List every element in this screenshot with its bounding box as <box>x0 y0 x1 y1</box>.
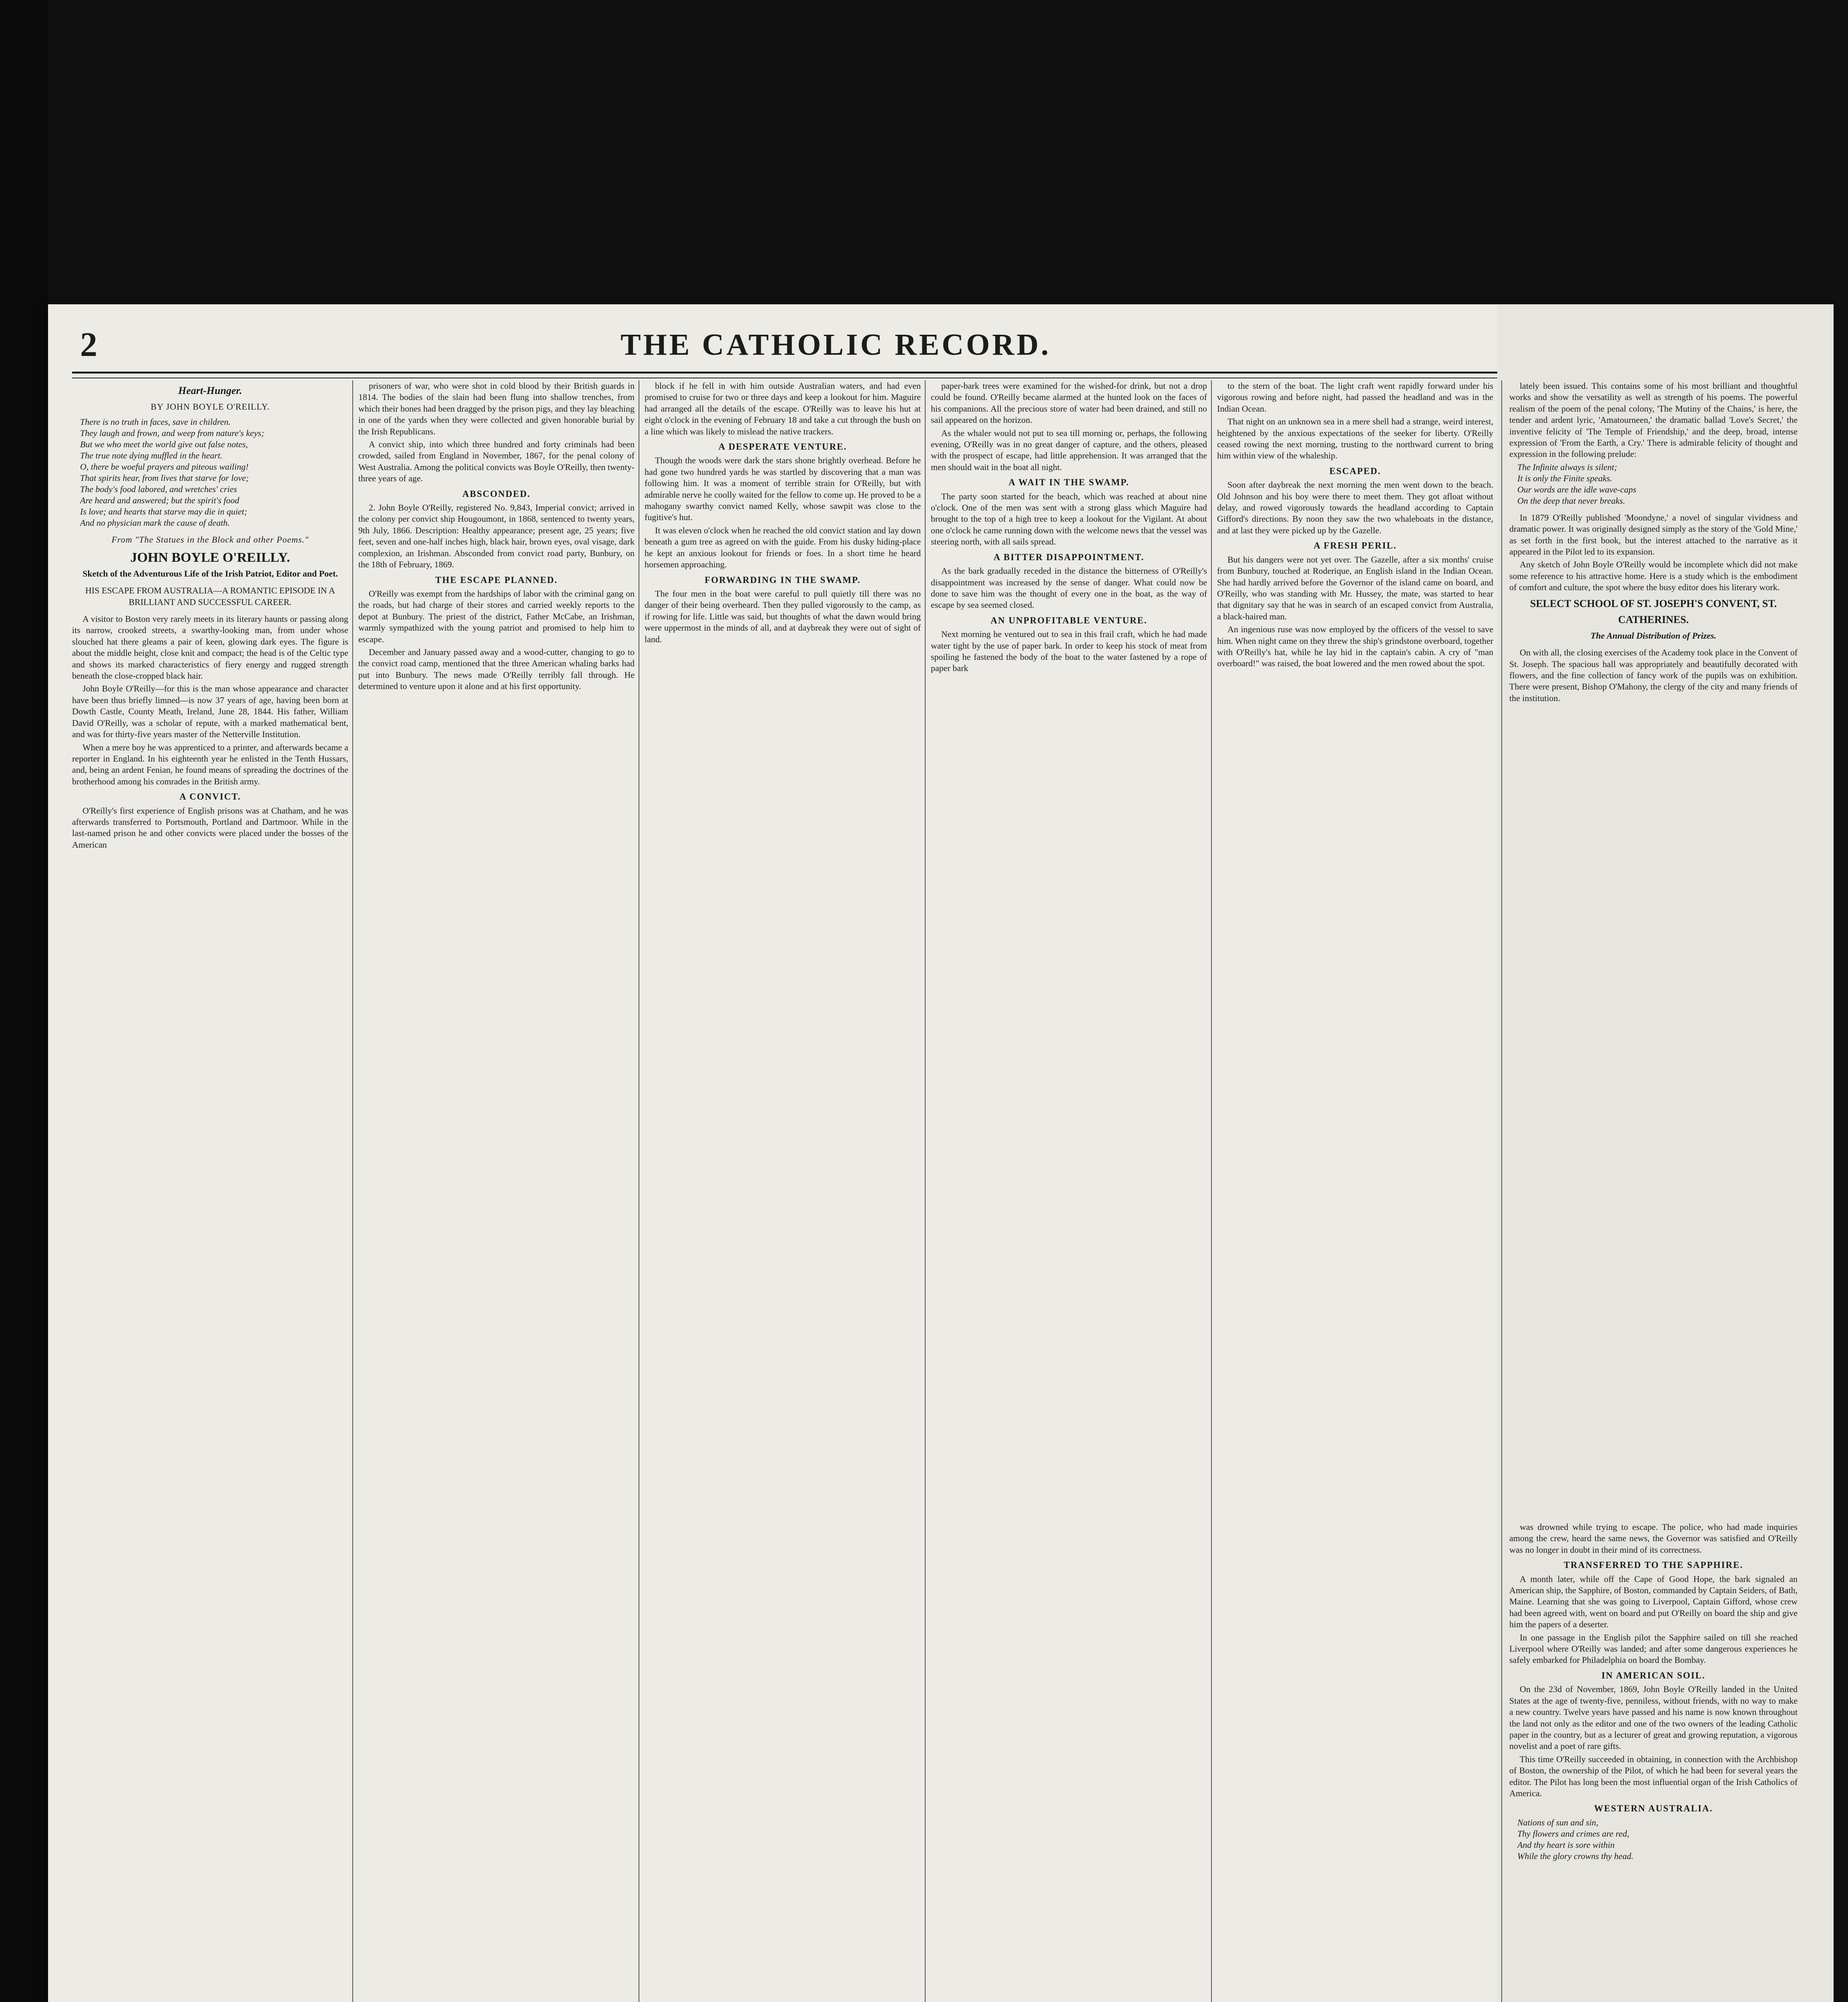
column-divider <box>925 380 926 2002</box>
scanner-border <box>0 0 48 2002</box>
paragraph: The party soon started for the beach, which was reached at about nine o'clock. One of the men was sent with a strong glass which Maguire had brought to the top of a high tree to keep a lookout for the Vigilant. At about one o'clock he came running down with the welcome news that the vessel was steering north, with all sails spread. <box>931 491 1207 547</box>
paragraph: But his dangers were not yet over. The Gazelle, after a six months' cruise from Bunbury, touched at Roderique, an English island in the Indian Ocean. She had hardly arrived before the Governor of the island came on board, and O'Reilly, who was standing with Mr. Hussey, the mate, was started to hear that dignitary say that he was in search of an escaped convict from Australia, a black-haired man. <box>1217 554 1493 621</box>
masthead <box>72 320 1497 368</box>
paragraph: O'Reilly's first experience of English prisons was at Chatham, and he was afterwards transferred to Portsmouth, Portland and Dartmoor. While in the last-named prison he and other convicts were placed under the bosses of the American <box>72 805 348 850</box>
section-heading: TRANSFERRED TO THE SAPPHIRE. <box>1563 1560 1744 1570</box>
article-deck: The Annual Distribution of Prizes. <box>1591 630 1716 641</box>
column-divider <box>352 380 353 2002</box>
paragraph: This time O'Reilly succeeded in obtaining, in connection with the Archbishop of Boston, the ownership of the Pilot, of which he had been for several years the editor. The Pilot has long been the most influential organ of the Irish Catholics of America. <box>1509 1754 1798 1798</box>
paragraph: Any sketch of John Boyle O'Reilly would be incomplete which did not make some reference to his attractive home. Here is a study which is the embodiment of comfort and culture, the spot where the busy editor does his literary work. <box>1509 559 1798 593</box>
section-heading: THE ESCAPE PLANNED. <box>435 575 558 585</box>
column-divider <box>1501 380 1502 2002</box>
article-title: SELECT SCHOOL OF ST. JOSEPH'S CONVENT, ST. CATHERINES. <box>1530 597 1777 625</box>
section-heading: A BITTER DISAPPOINTMENT. <box>993 552 1145 562</box>
poem-excerpt: Nations of sun and sin, Thy flowers and crimes are red, And thy heart is sore within While the glory crowns thy head. <box>1517 1817 1634 1861</box>
column-3 <box>645 380 921 2002</box>
section-heading: ABSCONDED. <box>462 488 531 499</box>
paragraph: John Boyle O'Reilly—for this is the man whose appearance and character have been thus briefly limned—is now 37 years of age, having been born at Dowth Castle, County Meath, Ireland, June 28, 1844. His father, William David O'Reilly, was a scholar of repute, with a marked mathematical bent, and was for thirty-five years master of the Netterville Institution. <box>72 683 348 740</box>
paragraph: In 1879 O'Reilly published 'Moondyne,' a novel of singular vividness and dramatic power. It was originally designed simply as the story of the 'Gold Mine,' as set forth in the first book, but the interest attached to the narrative as it appeared in the Pilot led to its expansion. <box>1509 512 1798 557</box>
paragraph: A visitor to Boston very rarely meets in its literary haunts or passing along its narrow, crooked streets, a swarthy-looking man, from under whose slouched hat there gleams a pair of keen, glowing dark eyes. The figure is about the middle height, close knit and compact; the head is of the Celtic type and shows its marked characteristics of fiery energy and rugged strength beneath the close-cropped black hair. <box>72 614 348 681</box>
column-1 <box>72 380 348 2002</box>
paragraph: lately been issued. This contains some of his most brilliant and thoughtful works and show the versatility as well as strength of his poems. The powerful realism of the poem of the penal colony, 'The Mutiny of the Chains,' is here, the tender and ardent lyric, 'Amatourneen,' the dramatic ballad 'Love's Secret,' the inventive felicity of 'The Temple of Friendship,' and the deep, broad, intense expression of 'From the Earth, a Cry.' There is admirable felicity of thought and expression in the following prelude: <box>1509 381 1798 459</box>
poem-excerpt: The Infinite always is silent; It is only the Finite speaks. Our words are the idle wave-caps On the deep that never breaks. <box>1517 462 1637 506</box>
section-heading: A CONVICT. <box>179 792 241 802</box>
poem-byline: BY JOHN BOYLE O'REILLY. <box>151 402 270 412</box>
paragraph: The four men in the boat were careful to pull quietly till there was no danger of their being overheard. Then they pulled vigorously to the camp, as if rowing for life. Little was said, but thoughts of what the dawn would bring were uppermost in the minds of all, and at daybreak they were out of sight of land. <box>645 588 921 644</box>
poem-source: From "The Statues in the Block and other Poems." <box>111 535 309 545</box>
paragraph: Next morning he ventured out to sea in this frail craft, which he had made water tight by the use of paper bark. In order to keep his stock of meat from spoiling he fastened the body of the boat to the water fastened by a rope of paper bark <box>931 629 1207 673</box>
paragraph: to the stern of the boat. The light craft went rapidly forward under his vigorous rowing and before night, had passed the headland and was in the Indian Ocean. <box>1217 381 1493 414</box>
poem-body: There is no truth in faces, save in children. They laugh and frown, and weep from nature's keys; But we who meet the world give out false notes, The true note dying muffled in the heart. O, there be woeful prayers and piteous wailing! That spirits hear, from lives that starve for love; The body's food labored, and wretches' cries Are heard and answered; but the spirit's food Is love; and hearts that starve may die in quiet; And no physician mark the cause of death. <box>80 417 264 528</box>
page-number: 2 <box>80 325 97 364</box>
paragraph: O'Reilly was exempt from the hardships of labor with the criminal gang on the roads, but had charge of their stores and carried weekly reports to the depot at Bunbury. The priest of the district, Father McCabe, an Irishman, warmly sympathized with the young patriot and promised to help him to escape. <box>358 588 635 644</box>
paragraph: 2. John Boyle O'Reilly, registered No. 9,843, Imperial convict; arrived in the colony per convict ship Hougoumont, in 1868, sentenced to twenty years, 9th July, 1866. Description: Healthy appearance; present age, 25 years; five feet, seven and one-half inches high, black hair, brown eyes, oval visage, dark complexion, an Irishman. Absconded from convict road party, Bunbury, on the 18th of February, 1869. <box>358 503 635 570</box>
section-heading: A WAIT IN THE SWAMP. <box>1008 477 1129 488</box>
paragraph: was drowned while trying to escape. The police, who had made inquiries among the crew, heard the same news, the Governor was satisfied and O'Reilly was no longer in doubt in their mind of its correctness. <box>1509 1522 1798 1555</box>
paragraph: When a mere boy he was apprenticed to a printer, and afterwards became a reporter in England. In his eighteenth year he enlisted in the Tenth Hussars, and, being an ardent Fenian, he found means of spreading the doctrines of the brotherhood among his comrades in the British army. <box>72 742 348 786</box>
paragraph: It was eleven o'clock when he reached the old convict station and lay down beneath a gum tree as agreed on with the guide. From his dusky hiding-place he kept an anxious lookout for friends or foes. In a short time he heard horsemen approaching. <box>645 525 921 570</box>
column-divider <box>1211 380 1212 2002</box>
paragraph: Though the woods were dark the stars shone brightly overhead. Before he had gone two hundred yards he was startled by discovering that a man was following him. It was a moment of terrible strain for O'Reilly, but with admirable nerve he coolly waited for the fellow to come up. He proved to be a mahogany swarthy convict named Kelly, whose sawpit was close to the fugitive's hut. <box>645 455 921 523</box>
section-heading: ESCAPED. <box>1329 466 1381 476</box>
section-heading: IN AMERICAN SOIL. <box>1601 1670 1705 1680</box>
section-heading: WESTERN AUSTRALIA. <box>1594 1803 1713 1814</box>
section-heading: FORWARDING IN THE SWAMP. <box>705 575 861 585</box>
article-subdeck: HIS ESCAPE FROM AUSTRALIA—A ROMANTIC EPISODE IN A BRILLIANT AND SUCCESSFUL CAREER. <box>85 585 335 607</box>
paragraph: A month later, while off the Cape of Good Hope, the bark signaled an American ship, the Sapphire, of Boston, commanded by Captain Seiders, of Bath, Maine. Learning that she was going to Liverpool, Captain Gifford, whose crew had been agreed with, went on board and put O'Reilly on board the ship and give him the papers of a deserter. <box>1509 1574 1798 1630</box>
column-2 <box>358 380 635 2002</box>
paragraph: On with all, the closing exercises of the Academy took place in the Convent of St. Joseph. The spacious hall was appropriately and beautifully decorated with flowers, and the fine collection of fancy work of the pupils was on exhibition. There were present, Bishop O'Mahony, the clergy of the city and many friends of the institution. <box>1509 647 1798 703</box>
section-heading: A FRESH PERIL. <box>1314 541 1397 551</box>
section-heading: AN UNPROFITABLE VENTURE. <box>990 615 1147 625</box>
poem-title: Heart-Hunger. <box>178 385 242 396</box>
paragraph: prisoners of war, who were shot in cold blood by their British guards in 1814. The bodies of the slain had been flung into shallow trenches, from which their bones had been dragged by the prison pigs, and they lay bleaching in one of the yards when they were collected and given honorable burial by the Irish Republicans. <box>358 381 635 436</box>
paragraph: block if he fell in with him outside Australian waters, and had even promised to cruise for two or three days and keep a lookout for him. Maguire had arranged all the details of the escape. O'Reilly was to leave his hut at eight o'clock in the evening of February 18 and take a cut through the bush on a line which was likely to mislead the native trackers. <box>645 381 921 436</box>
newspaper-title: THE CATHOLIC RECORD. <box>621 328 1051 362</box>
masthead-rule <box>72 372 1521 378</box>
paragraph: On the 23d of November, 1869, John Boyle O'Reilly landed in the United States at the age of twenty-five, penniless, without friends, with no way to make a new country. Twelve years have passed and his name is now known throughout the land not only as the editor and one of the two owners of the leading Catholic paper in the country, but as a lecturer of great and growing reputation, a vigorous novelist and a poet of rare gifts. <box>1509 1684 1798 1751</box>
article-deck: Sketch of the Adventurous Life of the Irish Patriot, Editor and Poet. <box>82 568 338 579</box>
paragraph: An ingenious ruse was now employed by the officers of the vessel to save him. When night came on they threw the ship's grindstone overboard, together with O'Reilly's hat, while he lay hid in the captain's cabin. A cry of "man overboard!" was raised, the boat lowered and the men rowed about the spot. <box>1217 624 1493 669</box>
paragraph: In one passage in the English pilot the Sapphire sailed on till she reached Liverpool where O'Reilly was landed; and after some dangerous experiences he safely embarked for Philadelphia on board the Bombay. <box>1509 1632 1798 1665</box>
paragraph: As the whaler would not put to sea till morning or, perhaps, the following evening, O'Reilly was in no great danger of capture, and the others, pleased with the prospect of escape, had little apprehension. It was arranged that the men should wait in the boat all night. <box>931 428 1207 472</box>
paragraph: That night on an unknown sea in a mere shell had a strange, weird interest, heightened by the anxious expectations of the seeker for liberty. O'Reilly ceased rowing the next morning, trusting to the northward current to bring him within view of the whaleship. <box>1217 416 1493 461</box>
paragraph: paper-bark trees were examined for the wished-for drink, but not a drop could be found. O'Reilly became alarmed at the hunted look on the faces of his companions. All the precious store of water had been drained, and still no sail appeared on the horizon. <box>931 381 1207 425</box>
paragraph: As the bark gradually receded in the distance the bitterness of O'Reilly's disappointment was increased by the sense of danger. What could now be done to save him was the thought of every one in the boat, as the way of escape by sea seemed closed. <box>931 566 1207 610</box>
column-4 <box>931 380 1207 2002</box>
column-5 <box>1217 380 1493 2002</box>
section-heading: A DESPERATE VENTURE. <box>718 442 847 452</box>
paragraph: December and January passed away and a wood-cutter, changing to go to the convict road camp, mentioned that the three American whaling barks had put into Bunbury. The news made O'Reilly terribly fall through. He determined to venture upon it alone and at his first opportunity. <box>358 647 635 691</box>
article-title: JOHN BOYLE O'REILLY. <box>130 550 290 565</box>
paragraph: Soon after daybreak the next morning the men went down to the beach. Old Johnson and his boy were there to meet them. They got afloat without delay, and rowed vigorously towards the headland according to Captain Gifford's directions. By noon they saw the two whaleboats in the distance, and at last they were picked up by the Gazelle. <box>1217 480 1493 535</box>
column-6-text <box>1509 1522 1798 2002</box>
paragraph: A convict ship, into which three hundred and forty criminals had been crowded, sailed from England in November, 1867, for the penal colony of West Australia. Among the political convicts was Boyle O'Reilly, then twenty-three years of age. <box>358 439 635 484</box>
